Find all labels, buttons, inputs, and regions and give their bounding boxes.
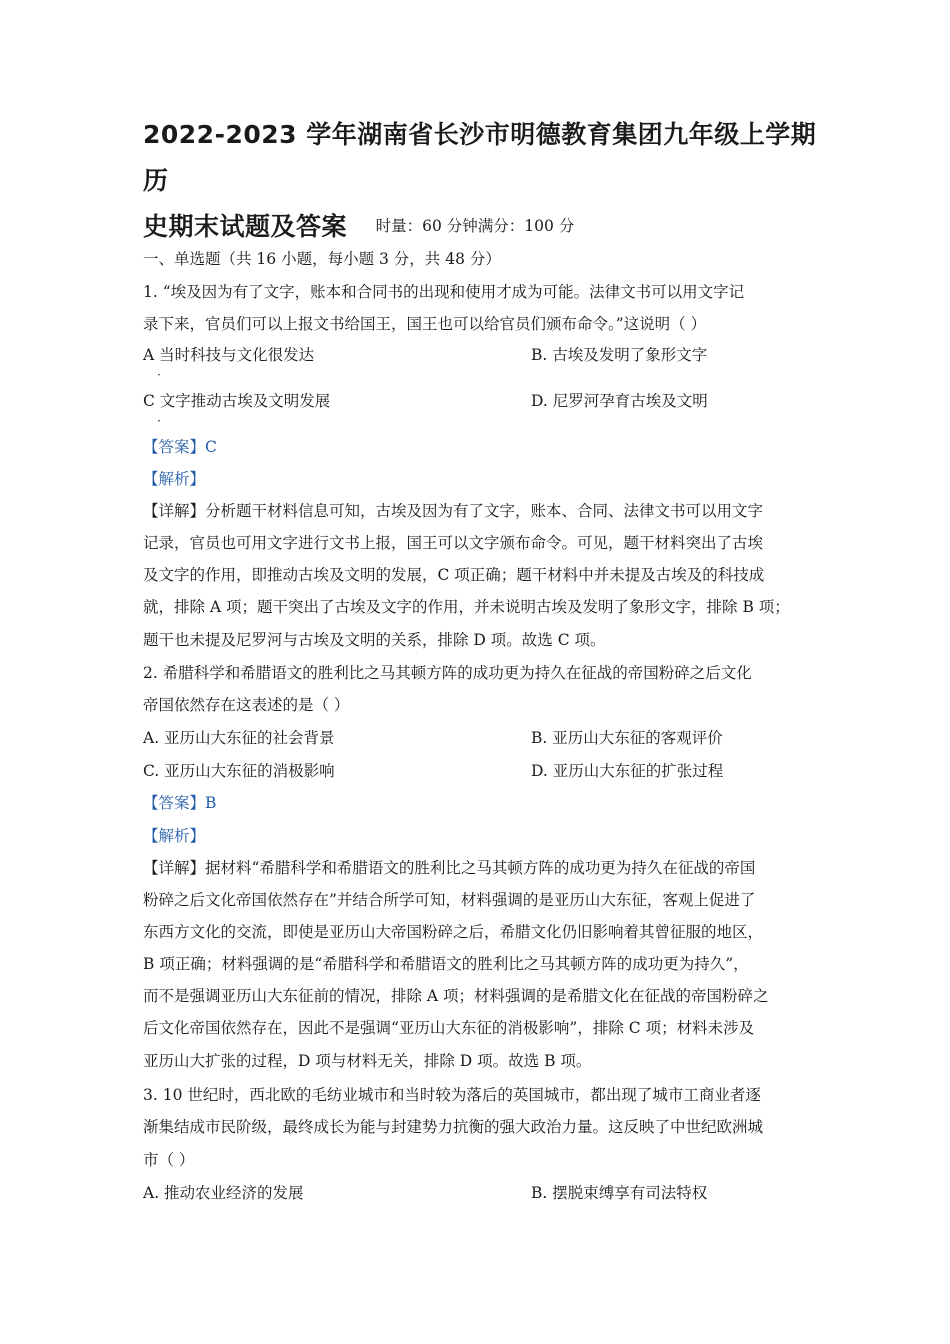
question-1-detail: 及文字的作用，即推动古埃及文明的发展，C 项正确；题干材料中并未提及古埃及的科技成 xyxy=(143,566,765,584)
question-2-stem: 2. 希腊科学和希腊语文的胜利比之马其顿方阵的成功更为持久在征战的帝国粉碎之后文化 xyxy=(143,664,752,682)
title-line: 史期末试题及答案 xyxy=(143,212,348,241)
section-heading: 一、单选题（共 16 小题，每小题 3 分，共 48 分） xyxy=(143,250,501,268)
exam-meta: 时量：60 分钟满分：100 分 xyxy=(375,217,575,235)
question-2-answer: 【答案】B xyxy=(143,794,217,812)
question-2-stem: 帝国依然存在这表述的是（ ） xyxy=(143,696,350,714)
question-3-option-a: A. 推动农业经济的发展 xyxy=(143,1184,304,1202)
question-1-analysis-label: 【解析】 xyxy=(143,470,206,488)
question-2-detail: 后文化帝国依然存在，因此不是强调“亚历山大东征的消极影响”，排除 C 项；材料未涉及 xyxy=(143,1019,755,1037)
question-2-detail: B 项正确；材料强调的是“希腊科学和希腊语文的胜利比之马其顿方阵的成功更为持久”， xyxy=(143,955,749,973)
question-2-detail: 而不是强调亚历山大东征前的情况，排除 A 项；材料强调的是希腊文化在征战的帝国粉碎之 xyxy=(143,987,769,1005)
question-2-option-c: C. 亚历山大东征的消极影响 xyxy=(143,762,335,780)
question-2-detail: 东西方文化的交流，即使是亚历山大帝国粉碎之后，希腊文化仍旧影响着其曾征服的地区， xyxy=(143,923,764,941)
question-1-option-d: D. 尼罗河孕育古埃及文明 xyxy=(531,392,708,410)
question-2-analysis-label: 【解析】 xyxy=(143,827,206,845)
question-2-option-a: A. 亚历山大东征的社会背景 xyxy=(143,729,335,747)
question-2-detail: 【详解】据材料“希腊科学和希腊语文的胜利比之马其顿方阵的成功更为持久在征战的帝国 xyxy=(143,859,756,877)
title-line: 2022-2023 学年湖南省长沙市明德教育集团九年级上学期历 xyxy=(143,120,817,195)
question-1-detail: 记录，官员也可用文字进行文书上报，国王可以文字颁布命令。可见，题干材料突出了古埃 xyxy=(143,534,764,552)
question-3-stem: 3. 10 世纪时，西北欧的毛纺业城市和当时较为落后的英国城市，都出现了城市工商业者逐 xyxy=(143,1086,761,1104)
question-2-option-b: B. 亚历山大东征的客观评价 xyxy=(531,729,723,747)
question-1-detail: 就，排除 A 项；题干突出了古埃及文字的作用，并未说明古埃及发明了象形文字，排除 B 项； xyxy=(143,598,790,616)
question-3-option-b: B. 摆脱束缚享有司法特权 xyxy=(531,1184,708,1202)
question-3-stem: 市（ ） xyxy=(143,1151,195,1169)
question-1-answer: 【答案】C xyxy=(143,438,217,456)
question-1-stem: 1. “埃及因为有了文字，账本和合同书的出现和使用才成为可能。法律文书可以用文字记 xyxy=(143,283,745,301)
option-marker-dot: · xyxy=(157,414,161,428)
question-2-option-d: D. 亚历山大东征的扩张过程 xyxy=(531,762,724,780)
question-1-option-a: A 当时科技与文化很发达 xyxy=(143,346,315,364)
question-1-detail: 【详解】分析题干材料信息可知，古埃及因为有了文字，账本、合同、法律文书可以用文字 xyxy=(143,502,764,520)
question-3-stem: 渐集结成市民阶级，最终成长为能与封建势力抗衡的强大政治力量。这反映了中世纪欧洲城 xyxy=(143,1118,764,1136)
option-marker-dot: · xyxy=(157,368,161,382)
question-1-detail: 题干也未提及尼罗河与古埃及文明的关系，排除 D 项。故选 C 项。 xyxy=(143,631,606,649)
question-1-stem: 录下来，官员们可以上报文书给国王，国王也可以给官员们颁布命令。”这说明（ ） xyxy=(143,315,707,333)
question-1-option-c: C 文字推动古埃及文明发展 xyxy=(143,392,331,410)
question-2-detail: 粉碎之后文化帝国依然存在”并结合所学可知，材料强调的是亚历山大东征，客观上促进了 xyxy=(143,891,756,909)
question-1-option-b: B. 古埃及发明了象形文字 xyxy=(531,346,708,364)
question-2-detail: 亚历山大扩张的过程，D 项与材料无关，排除 D 项。故选 B 项。 xyxy=(143,1052,592,1070)
